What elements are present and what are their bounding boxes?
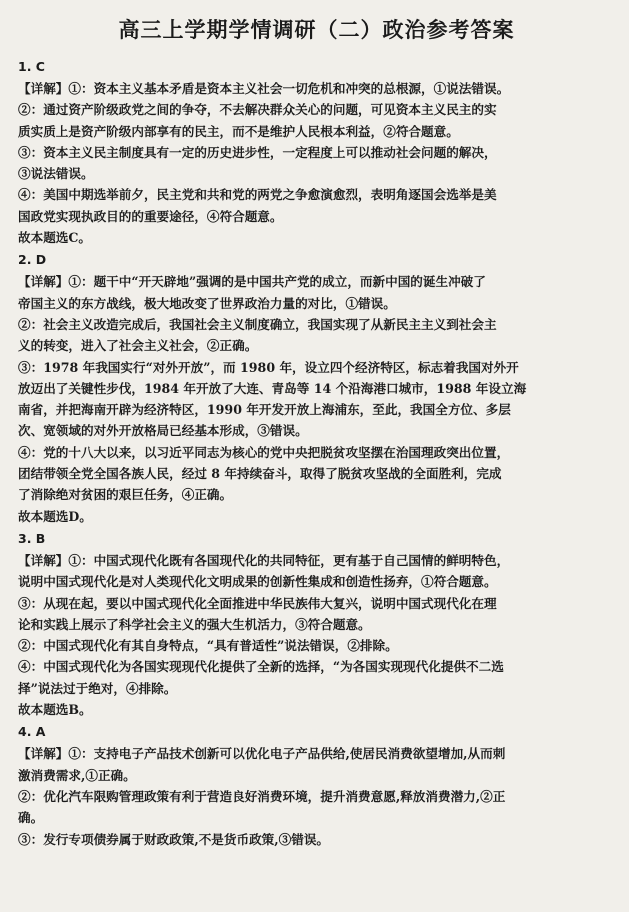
answer-text-line: 说明中国式现代化是对人类现代化文明成果的创新性集成和创造性扬弃，①符合题意。 xyxy=(18,574,497,590)
answer-text-line: 南省，并把海南开辟为经济特区，1990 年开发开放上海浦东，至此，我国全方位、多层 xyxy=(18,402,511,418)
answer-text-line: 论和实践上展示了科学社会主义的强大生机活力，③符合题意。 xyxy=(18,616,371,632)
answer-text-line: ③：1978 年我国实行“对外开放”，而 1980 年，设立四个经济特区，标志着我国对外开 xyxy=(18,359,519,375)
question-block xyxy=(18,723,615,849)
answer-text-line: 团结带领全党全国各族人民，经过 8 年持续奋斗，取得了脱贫攻坚战的全面胜利，完成 xyxy=(18,466,502,482)
answer-text-line: ②：中国式现代化有其自身特点，“具有普适性”说法错误，②排除。 xyxy=(18,638,398,654)
answer-text-line: 次、宽领域的对外开放格局已经基本形成，③错误。 xyxy=(18,423,308,439)
question-block xyxy=(18,530,615,720)
answer-text-line: 故本题选B。 xyxy=(18,702,92,718)
question-number: 3. B xyxy=(18,530,46,546)
answer-text-line: 放迈出了关键性步伐，1984 年开放了大连、青岛等 14 个沿海港口城市，1988 年设立海 xyxy=(18,380,527,396)
answer-text-line: ③说法错误。 xyxy=(18,166,94,182)
answer-text-line: ②：优化汽车限购管理政策有利于营造良好消费环境，提升消费意愿,释放消费潜力,②正 xyxy=(18,788,506,804)
answer-text-line: 激消费需求,①正确。 xyxy=(18,767,136,783)
answer-text-line: ④：中国式现代化为各国实现现代化提供了全新的选择，“为各国实现现代化提供不二选 xyxy=(18,659,504,675)
answer-text-line: 故本题选D。 xyxy=(18,508,92,524)
answer-text-line: 【详解】①：中国式现代化既有各国现代化的共同特征，更有基于自己国情的鲜明特色， xyxy=(18,552,510,568)
answer-text-line: 确。 xyxy=(18,810,44,826)
answer-text-line: 择”说法过于绝对，④排除。 xyxy=(18,680,177,696)
answer-text-line: ④：美国中期选举前夕，民主党和共和党的两党之争愈演愈烈，表明角逐国会选举是美 xyxy=(18,187,497,203)
answer-text-line: ③：发行专项债券属于财政政策,不是货币政策,③错误。 xyxy=(18,831,330,847)
answer-text-line: ②：通过资产阶级政党之间的争夺，不去解决群众关心的问题，可见资本主义民主的实 xyxy=(18,102,497,118)
question-block xyxy=(18,251,615,527)
answer-text-line: 质实质上是资产阶级内部享有的民主，而不是维护人民根本利益，②符合题意。 xyxy=(18,123,459,139)
answer-text-line: 【详解】①：资本主义基本矛盾是资本主义社会一切危机和冲突的总根源，①说法错误。 xyxy=(18,81,510,96)
answer-text-line: 故本题选C。 xyxy=(18,230,91,246)
page-title: 高三上学期学情调研（二）政治参考答案 xyxy=(118,18,515,42)
question-number: 2. D xyxy=(18,252,47,268)
question-number: 1. C xyxy=(18,59,45,74)
answer-text-line: ③：从现在起，要以中国式现代化全面推进中华民族伟大复兴，说明中国式现代化在理 xyxy=(18,595,497,611)
answer-text-line: ②：社会主义改造完成后，我国社会主义制度确立，我国实现了从新民主主义到社会主 xyxy=(18,316,497,332)
answer-text-line: 义的转变，进入了社会主义社会，②正确。 xyxy=(18,338,258,354)
question-number: 4. A xyxy=(18,724,46,740)
answer-text-line: 帝国主义的东方战线，极大地改变了世界政治力量的对比，①错误。 xyxy=(18,295,396,311)
question-block xyxy=(18,58,615,248)
answer-text-line: 了消除绝对贫困的艰巨任务，④正确。 xyxy=(18,487,233,503)
answer-text-line: 国政党实现执政目的的重要途径，④符合题意。 xyxy=(18,208,283,224)
answer-text-line: ③：资本主义民主制度具有一定的历史进步性，一定程度上可以推动社会问题的解决， xyxy=(18,144,497,160)
answer-text-line: 【详解】①：支持电子产品技术创新可以优化电子产品供给,使居民消费欲望增加,从而刺 xyxy=(18,746,506,762)
answer-text-line: 【详解】①：题干中“开天辟地”强调的是中国共产党的成立，而新中国的诞生冲破了 xyxy=(18,274,486,290)
answer-text-line: ④：党的十八大以来，以习近平同志为核心的党中央把脱贫攻坚摆在治国理政突出位置， xyxy=(18,444,510,460)
question-list xyxy=(18,58,615,850)
